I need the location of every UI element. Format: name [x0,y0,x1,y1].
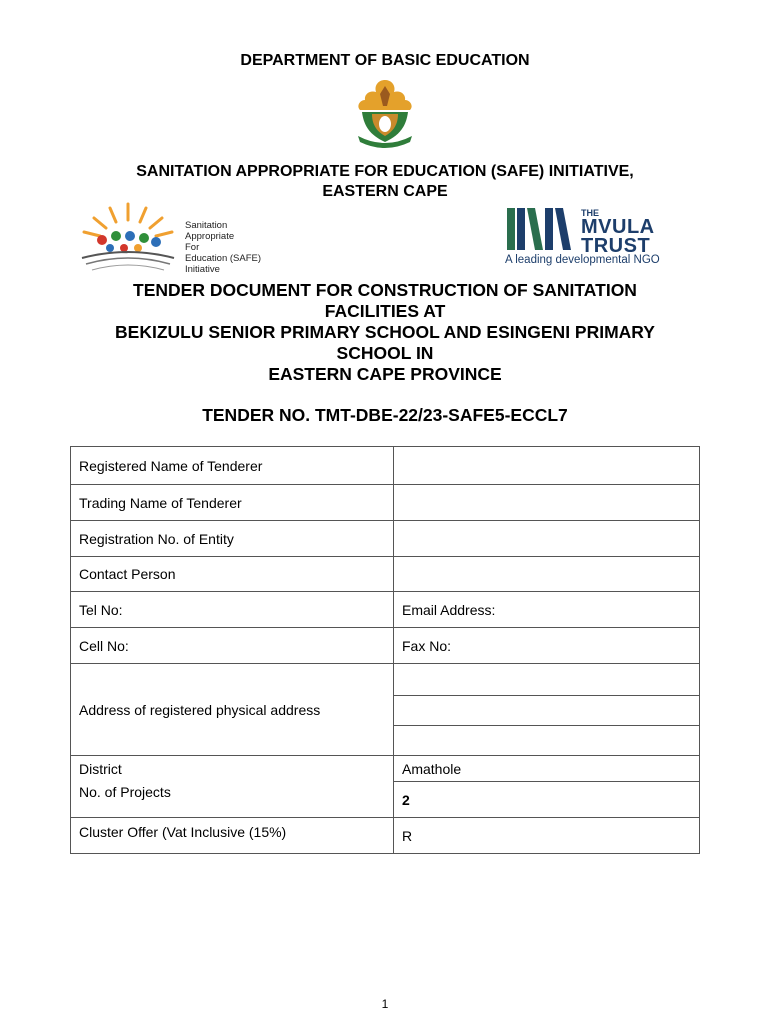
contact-person-field[interactable] [394,557,700,592]
safe-logo-line4: Education (SAFE) [185,253,262,264]
tel-no-field[interactable]: Tel No: [71,592,394,628]
mvula-trust-logo [505,204,670,270]
table-row [71,756,700,782]
table-row [71,782,700,818]
table-row [71,592,700,628]
address-label: Address of registered physical address [71,664,394,756]
safe-logo-line2: Appropriate [185,231,235,242]
table-row [71,485,700,521]
registration-no-label: Registration No. of Entity [71,521,394,557]
tender-title-line4: SCHOOL IN [336,343,434,363]
registration-no-field[interactable] [394,521,700,557]
tender-title-line2: FACILITIES AT [324,301,446,321]
mvula-tagline: A leading developmental NGO [505,254,660,266]
cluster-offer-field[interactable]: R [394,818,700,854]
safe-logo [72,200,272,278]
tender-title-line3: BEKIZULU SENIOR PRIMARY SCHOOL AND ESINGENI PRIMARY [115,322,655,342]
table-row [71,447,700,485]
tender-number: TENDER NO. TMT-DBE-22/23-SAFE5-ECCL7 [202,405,568,425]
table-row [71,628,700,664]
registered-name-field[interactable] [394,447,700,485]
trading-name-field[interactable] [394,485,700,521]
initiative-title-line1: SANITATION APPROPRIATE FOR EDUCATION (SAFE) INITIATIVE, [136,163,634,180]
safe-logo-line1: Sanitation [185,220,228,231]
safe-sun-book-icon [72,200,184,278]
district-label: District [71,756,394,782]
mvula-trust-word: TRUST [581,235,651,257]
address-line2-field[interactable] [394,696,700,726]
cell-no-field[interactable]: Cell No: [71,628,394,664]
district-value: Amathole [394,756,700,782]
coat-of-arms-icon [350,76,420,148]
table-row [71,557,700,592]
mvula-the: THE [581,208,599,218]
address-line3-field[interactable] [394,726,700,756]
page-number: 1 [381,997,389,1011]
initiative-title [0,162,770,202]
mvula-trust-bars-icon [505,204,577,252]
projects-label: No. of Projects [71,782,394,818]
contact-person-label: Contact Person [71,557,394,592]
tender-title-line1: TENDER DOCUMENT FOR CONSTRUCTION OF SANITATION [133,280,637,300]
safe-logo-line5: Initiative [185,264,220,275]
cluster-offer-label: Cluster Offer (Vat Inclusive (15%) [71,818,394,854]
tender-title [0,280,770,385]
initiative-title-line2: EASTERN CAPE [322,183,448,200]
registered-name-label: Registered Name of Tenderer [71,447,394,485]
tender-title-line5: EASTERN CAPE PROVINCE [268,364,502,384]
trading-name-label: Trading Name of Tenderer [71,485,394,521]
email-address-field[interactable]: Email Address: [394,592,700,628]
table-row [71,664,700,696]
address-line1-field[interactable] [394,664,700,696]
fax-no-field[interactable]: Fax No: [394,628,700,664]
safe-logo-text [185,220,261,275]
safe-logo-line3: For [185,242,200,253]
projects-value: 2 [394,782,700,818]
mvula-name: MVULA [581,216,655,238]
table-row [71,521,700,557]
tenderer-details-table [70,446,700,854]
table-row [71,818,700,854]
department-heading: DEPARTMENT OF BASIC EDUCATION [240,52,530,69]
